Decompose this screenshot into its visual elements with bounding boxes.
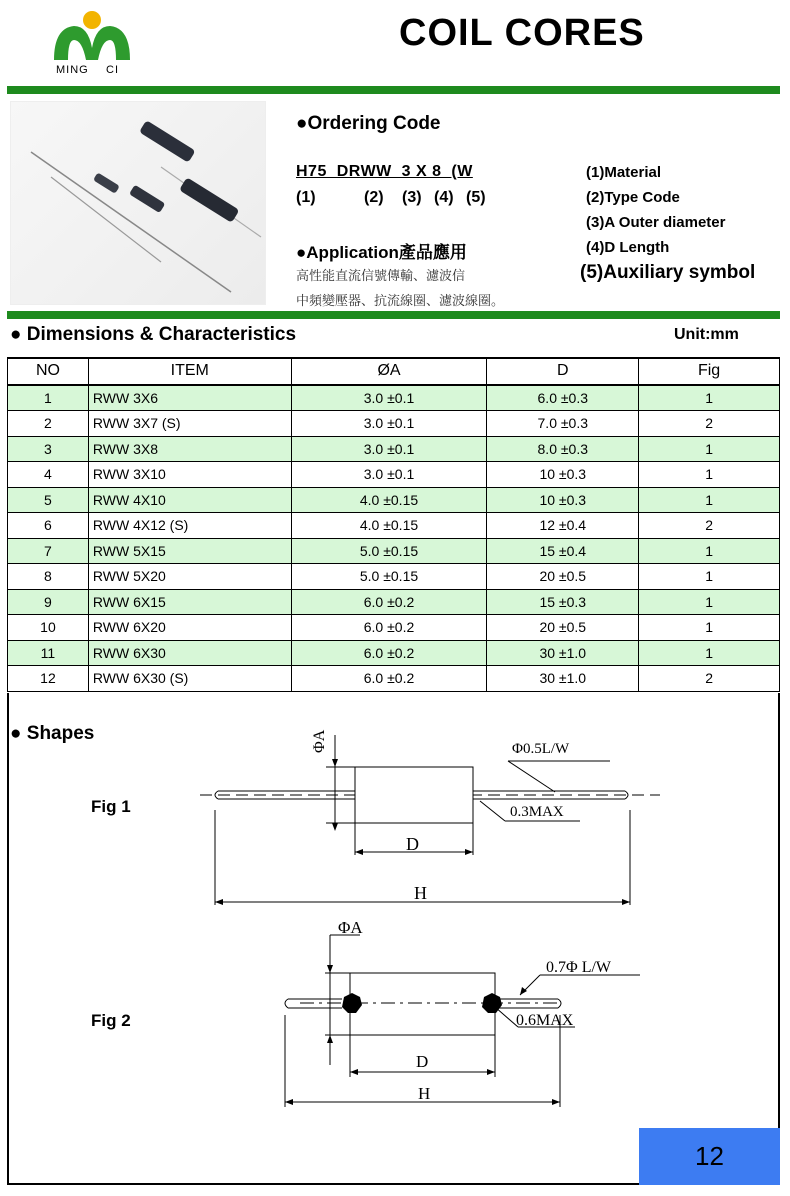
cell-fig: 1 <box>639 589 780 615</box>
cell-fig: 1 <box>639 640 780 666</box>
cell-length: 30 ±1.0 <box>487 640 639 666</box>
cell-item: RWW 5X15 <box>88 538 291 564</box>
cell-diameter: 5.0 ±0.15 <box>291 538 487 564</box>
cell-fig: 1 <box>639 462 780 488</box>
legend-material: (1)Material <box>586 164 662 181</box>
cell-no: 7 <box>8 538 89 564</box>
header-item: ITEM <box>88 358 291 385</box>
application-heading: ●Application產品應用 <box>296 243 467 262</box>
fig2-h-label: H <box>418 1084 431 1103</box>
cell-length: 20 ±0.5 <box>487 615 639 641</box>
cell-no: 10 <box>8 615 89 641</box>
cell-fig: 2 <box>639 513 780 539</box>
table-row <box>8 436 780 462</box>
cell-diameter: 6.0 ±0.2 <box>291 666 487 692</box>
cell-length: 6.0 ±0.3 <box>487 385 639 411</box>
table-row <box>8 487 780 513</box>
header-diameter: ØA <box>291 358 487 385</box>
cell-fig: 2 <box>639 666 780 692</box>
table-row <box>8 411 780 437</box>
cell-fig: 1 <box>639 385 780 411</box>
legend-auxiliary: (5)Auxiliary symbol <box>580 262 756 283</box>
index-4: (4) <box>434 189 454 206</box>
dimensions-table <box>7 357 780 692</box>
fig2-phi-a: ΦA <box>338 918 363 937</box>
cell-fig: 1 <box>639 538 780 564</box>
cell-item: RWW 6X15 <box>88 589 291 615</box>
index-1: (1) <box>296 189 316 206</box>
header-length: D <box>487 358 639 385</box>
fig1-max-label: 0.3MAX <box>510 804 564 820</box>
cell-no: 5 <box>8 487 89 513</box>
cell-length: 20 ±0.5 <box>487 564 639 590</box>
mid-divider <box>7 311 780 319</box>
cell-no: 11 <box>8 640 89 666</box>
cell-diameter: 4.0 ±0.15 <box>291 487 487 513</box>
cell-fig: 1 <box>639 564 780 590</box>
cell-item: RWW 4X10 <box>88 487 291 513</box>
page-number: 12 <box>639 1128 780 1185</box>
bullet-icon: ● <box>296 243 307 262</box>
cell-no: 12 <box>8 666 89 692</box>
table-row <box>8 666 780 692</box>
legend-outer-diameter: (3)A Outer diameter <box>586 214 726 231</box>
cell-diameter: 3.0 ±0.1 <box>291 436 487 462</box>
bullet-icon: ● <box>296 113 308 134</box>
ordering-indices <box>296 189 496 209</box>
index-3: (3) <box>402 189 422 206</box>
application-line-1: 高性能直流信號傳輸、濾波信 <box>296 268 466 283</box>
fig1-drawing <box>190 715 670 910</box>
cell-no: 4 <box>8 462 89 488</box>
cell-no: 8 <box>8 564 89 590</box>
ordering-code: H75 DRWW 3 X 8 (W <box>296 163 473 180</box>
cell-length: 15 ±0.3 <box>487 589 639 615</box>
table-row <box>8 615 780 641</box>
application-line-2: 中頻變壓器、抗流線圈、濾波線圈。 <box>296 293 505 308</box>
cell-item: RWW 4X12 (S) <box>88 513 291 539</box>
table-row <box>8 538 780 564</box>
table-row <box>8 513 780 539</box>
cell-no: 6 <box>8 513 89 539</box>
fig2-label: Fig 2 <box>91 1011 131 1030</box>
index-5: (5) <box>466 189 486 206</box>
index-2: (2) <box>364 189 384 206</box>
table-row <box>8 462 780 488</box>
fig1-phi-a: ΦA <box>311 729 328 753</box>
table-row <box>8 589 780 615</box>
cell-length: 10 ±0.3 <box>487 487 639 513</box>
cell-item: RWW 5X20 <box>88 564 291 590</box>
fig1-d-label: D <box>406 834 419 854</box>
cell-diameter: 3.0 ±0.1 <box>291 462 487 488</box>
table-row <box>8 640 780 666</box>
cell-no: 2 <box>8 411 89 437</box>
logo-mark-icon <box>50 8 134 66</box>
cell-item: RWW 3X6 <box>88 385 291 411</box>
top-divider <box>7 86 780 94</box>
cell-item: RWW 3X8 <box>88 436 291 462</box>
shapes-heading: ● Shapes <box>10 723 95 744</box>
cell-item: RWW 6X30 <box>88 640 291 666</box>
cell-diameter: 6.0 ±0.2 <box>291 615 487 641</box>
cell-length: 7.0 ±0.3 <box>487 411 639 437</box>
cell-diameter: 4.0 ±0.15 <box>291 513 487 539</box>
cell-item: RWW 6X20 <box>88 615 291 641</box>
bullet-icon: ● <box>10 723 22 744</box>
cell-no: 1 <box>8 385 89 411</box>
cell-diameter: 6.0 ±0.2 <box>291 640 487 666</box>
bullet-icon: ● <box>10 324 22 345</box>
cell-diameter: 5.0 ±0.15 <box>291 564 487 590</box>
cell-item: RWW 6X30 (S) <box>88 666 291 692</box>
logo-text-left: MING <box>56 64 89 76</box>
cell-no: 9 <box>8 589 89 615</box>
cell-fig: 1 <box>639 615 780 641</box>
company-logo <box>50 8 134 78</box>
fig1-lead-label: Φ0.5L/W <box>512 741 570 757</box>
page-title: COIL CORES <box>399 12 645 54</box>
table-row <box>8 385 780 411</box>
cell-item: RWW 3X10 <box>88 462 291 488</box>
header-no: NO <box>8 358 89 385</box>
cell-length: 10 ±0.3 <box>487 462 639 488</box>
cell-item: RWW 3X7 (S) <box>88 411 291 437</box>
cell-fig: 1 <box>639 487 780 513</box>
cell-diameter: 6.0 ±0.2 <box>291 589 487 615</box>
fig2-drawing <box>270 915 660 1110</box>
cell-length: 8.0 ±0.3 <box>487 436 639 462</box>
fig2-max-label: 0.6MAX <box>516 1012 574 1029</box>
table-header-row <box>8 358 780 385</box>
cell-length: 12 ±0.4 <box>487 513 639 539</box>
cell-length: 15 ±0.4 <box>487 538 639 564</box>
cell-diameter: 3.0 ±0.1 <box>291 411 487 437</box>
legend-d-length: (4)D Length <box>586 239 670 256</box>
fig2-lead-label: 0.7Φ L/W <box>546 959 612 976</box>
unit-label: Unit:mm <box>674 326 739 343</box>
fig1-h-label: H <box>414 883 427 903</box>
fig1-label: Fig 1 <box>91 797 131 816</box>
cell-fig: 1 <box>639 436 780 462</box>
cell-fig: 2 <box>639 411 780 437</box>
header-fig: Fig <box>639 358 780 385</box>
fig2-d-label: D <box>416 1052 429 1071</box>
table-row <box>8 564 780 590</box>
ordering-heading: ●Ordering Code <box>296 113 441 134</box>
legend-type-code: (2)Type Code <box>586 189 680 206</box>
dimensions-heading: ● Dimensions & Characteristics <box>10 324 297 345</box>
product-photo <box>10 101 266 305</box>
logo-text-right: CI <box>106 64 119 76</box>
cell-no: 3 <box>8 436 89 462</box>
cell-diameter: 3.0 ±0.1 <box>291 385 487 411</box>
cell-length: 30 ±1.0 <box>487 666 639 692</box>
